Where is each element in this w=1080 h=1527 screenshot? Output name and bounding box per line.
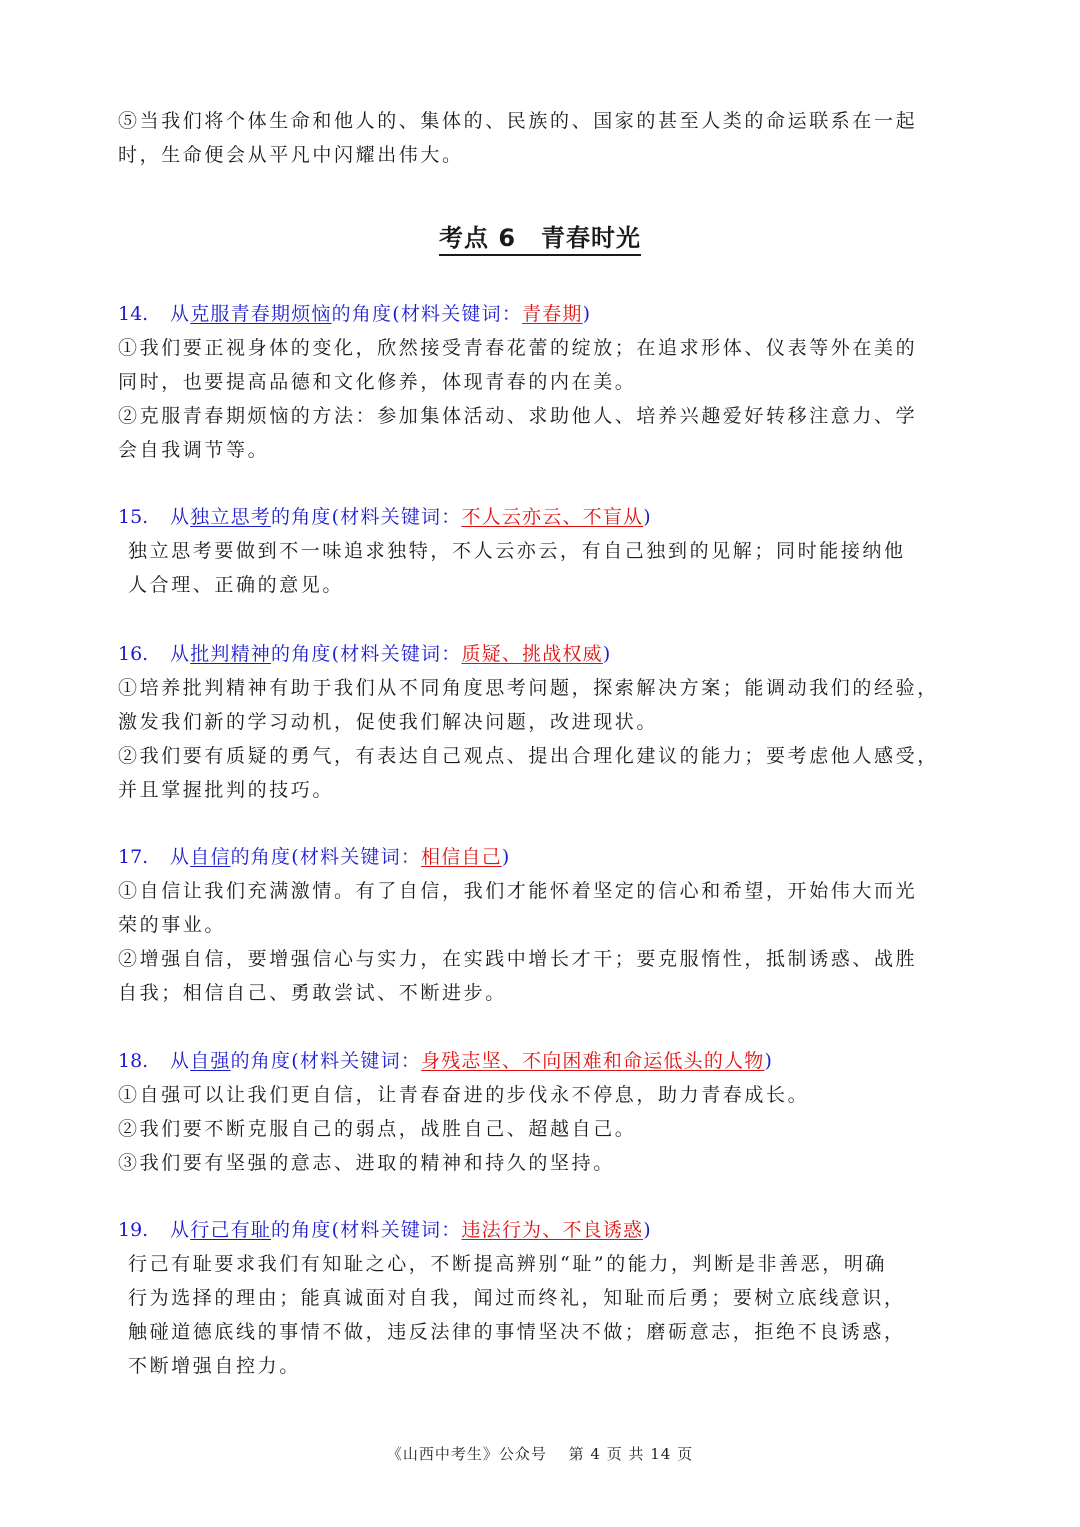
item-heading xyxy=(118,500,968,534)
heading-topic: 行己有耻 xyxy=(190,1219,272,1241)
item-line: 激发我们新的学习动机，促使我们解决问题，改进现状。 xyxy=(118,711,659,733)
item-line: ③我们要有坚强的意志、进取的精神和持久的坚持。 xyxy=(118,1152,615,1174)
heading-middle: 的角度(材料关键词： xyxy=(331,303,523,325)
heading-middle: 的角度(材料关键词： xyxy=(271,643,462,665)
item-number: 18. xyxy=(118,1050,149,1072)
heading-keyword: 相信自己 xyxy=(421,846,502,868)
item-16 xyxy=(118,637,968,807)
heading-keyword: 质疑、挑战权威 xyxy=(461,643,603,665)
item-17 xyxy=(118,840,968,1010)
item-line: 触碰道德底线的事情不做，违反法律的事情坚决不做；磨砺意志，拒绝不良诱惑， xyxy=(128,1321,906,1343)
item-line: ②我们要有质疑的勇气，有表达自己观点、提出合理化建议的能力；要考虑他人感受， xyxy=(118,745,939,767)
heading-suffix: ) xyxy=(602,643,612,665)
section-title xyxy=(0,218,1080,253)
heading-suffix: ) xyxy=(643,1219,652,1241)
item-15 xyxy=(118,500,968,602)
item-number: 19. xyxy=(118,1219,149,1241)
intro-line: ⑤当我们将个体生命和他人的、集体的、民族的、国家的甚至人类的命运联系在一起 xyxy=(118,110,918,132)
heading-suffix: ) xyxy=(582,303,592,325)
heading-prefix: 从 xyxy=(170,1219,191,1241)
item-line: ②克服青春期烦恼的方法：参加集体活动、求助他人、培养兴趣爱好转移注意力、学 xyxy=(118,405,918,427)
heading-middle: 的角度(材料关键词： xyxy=(230,846,422,868)
item-number: 14. xyxy=(118,303,149,325)
item-line: 会自我调节等。 xyxy=(118,439,270,461)
heading-middle: 的角度(材料关键词： xyxy=(230,1050,422,1072)
heading-suffix: ) xyxy=(764,1050,774,1072)
heading-middle: 的角度(材料关键词： xyxy=(271,506,462,528)
intro-line: 时，生命便会从平凡中闪耀出伟大。 xyxy=(118,144,464,166)
item-line: 独立思考要做到不一味追求独特，不人云亦云，有自己独到的见解；同时能接纳他 xyxy=(128,540,906,562)
item-number: 15. xyxy=(118,506,149,528)
item-18 xyxy=(118,1044,968,1180)
heading-topic: 克服青春期烦恼 xyxy=(190,303,332,325)
item-line: ①我们要正视身体的变化，欣然接受青春花蕾的绽放；在追求形体、仪表等外在美的 xyxy=(118,337,918,359)
heading-topic: 批判精神 xyxy=(190,643,272,665)
item-line: 自我；相信自己、勇敢尝试、不断进步。 xyxy=(118,982,507,1004)
item-14 xyxy=(118,297,968,467)
item-line: ②增强自信，要增强信心与实力，在实践中增长才干；要克服惰性，抵制诱惑、战胜 xyxy=(118,948,918,970)
item-line: 行为选择的理由；能真诚面对自我，闻过而终礼，知耻而后勇；要树立底线意识， xyxy=(128,1287,906,1309)
heading-keyword: 违法行为、不良诱惑 xyxy=(461,1219,644,1241)
heading-keyword: 不人云亦云、不盲从 xyxy=(461,506,644,528)
heading-keyword: 身残志坚、不向困难和命运低头的人物 xyxy=(421,1050,765,1072)
item-line: ①培养批判精神有助于我们从不同角度思考问题，探索解决方案；能调动我们的经验， xyxy=(118,677,939,699)
page-footer: 《山西中考生》公众号 第 4 页 共 14 页 xyxy=(386,1445,694,1463)
heading-suffix: ) xyxy=(501,846,511,868)
heading-prefix: 从 xyxy=(170,1050,191,1072)
item-line: 不断增强自控力。 xyxy=(128,1355,301,1377)
item-line: 行己有耻要求我们有知耻之心，不断提高辨别“耻”的能力，判断是非善恶，明确 xyxy=(128,1253,888,1275)
heading-topic: 自信 xyxy=(190,846,231,868)
heading-suffix: ) xyxy=(643,506,652,528)
heading-prefix: 从 xyxy=(170,303,191,325)
heading-topic: 自强 xyxy=(190,1050,231,1072)
section-title-text: 考点 6 青春时光 xyxy=(439,224,641,256)
heading-keyword: 青春期 xyxy=(522,303,583,325)
item-heading xyxy=(118,1044,968,1078)
item-line: 荣的事业。 xyxy=(118,914,227,936)
item-number: 16. xyxy=(118,643,149,665)
item-heading xyxy=(118,840,968,874)
item-line: ①自强可以让我们更自信，让青春奋进的步伐永不停息，助力青春成长。 xyxy=(118,1084,810,1106)
item-heading xyxy=(118,637,968,671)
item-19 xyxy=(118,1213,968,1383)
item-heading xyxy=(118,297,968,331)
heading-prefix: 从 xyxy=(170,643,191,665)
item-number: 17. xyxy=(118,846,149,868)
item-line: 人合理、正确的意见。 xyxy=(128,574,345,596)
intro-paragraph xyxy=(118,104,968,172)
heading-prefix: 从 xyxy=(170,846,191,868)
heading-prefix: 从 xyxy=(170,506,191,528)
item-heading xyxy=(118,1213,968,1247)
heading-middle: 的角度(材料关键词： xyxy=(271,1219,462,1241)
heading-topic: 独立思考 xyxy=(190,506,272,528)
item-line: ②我们要不断克服自己的弱点，战胜自己、超越自己。 xyxy=(118,1118,637,1140)
item-line: 同时，也要提高品德和文化修养，体现青春的内在美。 xyxy=(118,371,637,393)
item-line: ①自信让我们充满激情。有了自信，我们才能怀着坚定的信心和希望，开始伟大而光 xyxy=(118,880,918,902)
item-line: 并且掌握批判的技巧。 xyxy=(118,779,335,801)
